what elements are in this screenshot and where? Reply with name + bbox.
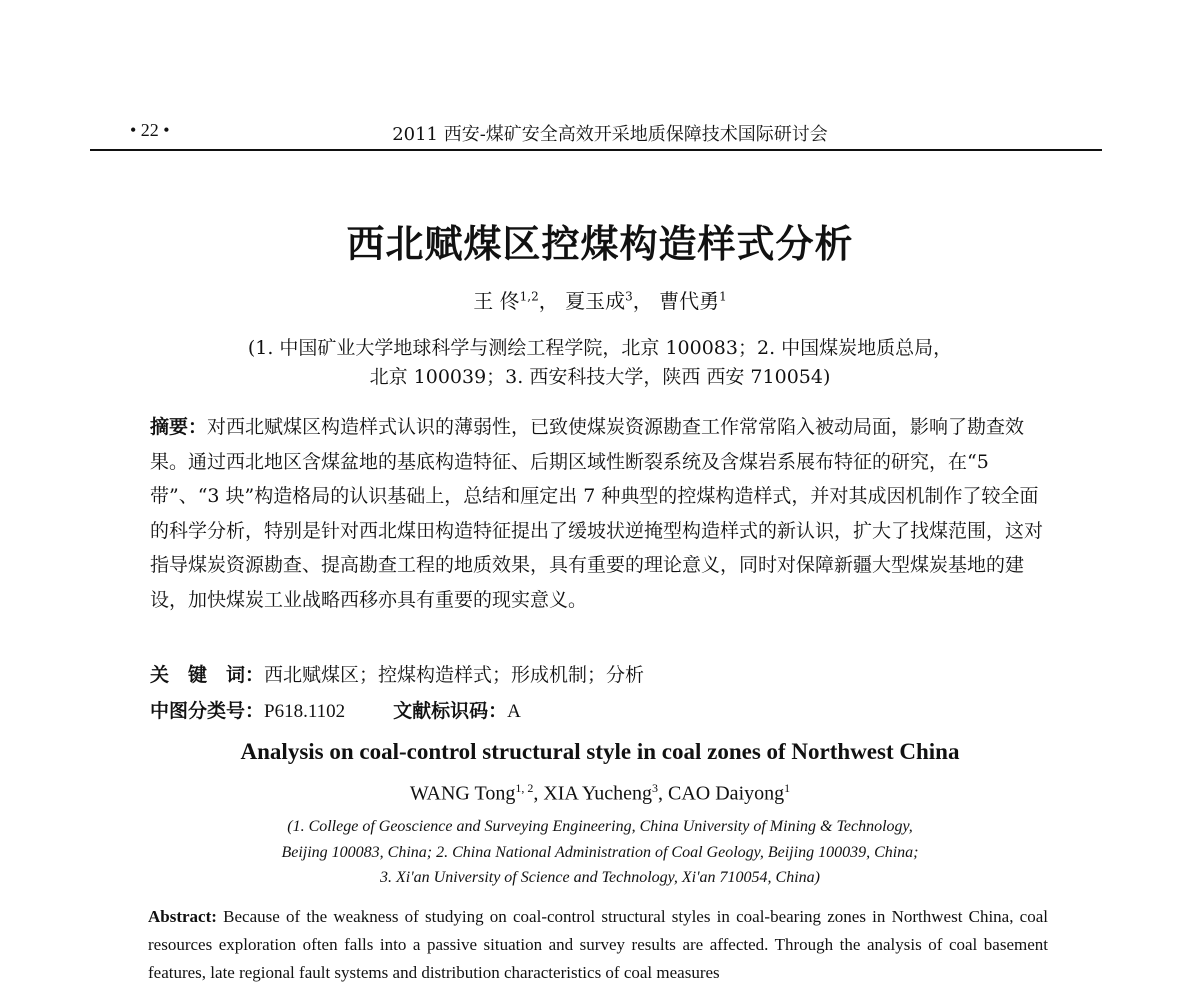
author-name: XIA Yucheng: [543, 782, 653, 805]
author-separator: ,: [658, 782, 669, 805]
chinese-title: 西北赋煤区控煤构造样式分析: [346, 222, 854, 266]
header-rule: [90, 149, 1102, 151]
classification-label: 中图分类号：: [150, 700, 265, 722]
keywords-text: 西北赋煤区；控煤构造样式；形成机制；分析: [264, 664, 645, 686]
author-affiliation-mark: 3: [625, 289, 633, 304]
english-abstract-label: Abstract:: [148, 907, 217, 926]
keywords-label: 关 键 词：: [150, 664, 265, 686]
author-separator: ,: [533, 782, 544, 805]
running-title: 2011 西安-煤矿安全高效开采地质保障技术国际研讨会: [392, 124, 828, 145]
english-abstract-text: Because of the weakness of studying on coal-control structural styles in coal-bearing zones in Northwest China, coal resources exploration often falls into a passive situation and survey results are affected. Through the analysis of coal basement features, late regional fault systems and distribution characteristics of coal measures: [148, 907, 1048, 982]
english-affiliation-line: 3. Xi'an University of Science and Technology, Xi'an 710054, China): [380, 869, 820, 886]
chinese-abstract-label: 摘要：: [150, 416, 208, 438]
english-authors: [0, 781, 1200, 806]
document-code-label: 文献标识码：: [393, 700, 508, 722]
chinese-keywords: [150, 660, 644, 687]
author-affiliation-mark: 1: [719, 289, 727, 304]
english-affiliation-line: Beijing 100083, China; 2. China National Administration of Coal Geology, Beijing 100039, China;: [281, 844, 919, 861]
author-separator: ，: [632, 289, 653, 313]
author-affiliation-mark: 1,2: [519, 289, 539, 304]
chinese-authors: [0, 285, 1200, 314]
chinese-affiliation-line: (1. 中国矿业大学地球科学与测绘工程学院，北京 100083；2. 中国煤炭地质总局，: [247, 337, 953, 359]
author-name: 曹代勇: [659, 289, 720, 313]
author-name: WANG Tong: [409, 782, 516, 805]
english-affiliation-line: (1. College of Geoscience and Surveying Engineering, China University of Mining & Technology,: [287, 818, 913, 835]
chinese-abstract: [150, 410, 1050, 617]
english-abstract: [148, 903, 1048, 987]
english-title: Analysis on coal-control structural style in coal zones of Northwest China: [240, 739, 960, 764]
page-number: • 22 •: [130, 120, 170, 140]
author-affiliation-mark: 1, 2: [515, 781, 534, 795]
chinese-abstract-text: 对西北赋煤区构造样式认识的薄弱性，已致使煤炭资源勘查工作常常陷入被动局面，影响了勘查效果。通过西北地区含煤盆地的基底构造特征、后期区域性断裂系统及含煤岩系展布特征的研究，在“5 带”、“3 块”构造格局的认识基础上，总结和厘定出 7 种典型的控煤构造样式，并对其成因机制作了较全面的科学分析，特别是针对西北煤田构造特征提出了缓坡状逆掩型构造样式的新认识，扩大了找煤范围，这对指导煤炭资源勘查、提高勘查工程的地质效果，具有重要的理论意义，同时对保障新疆大型煤炭基地的建设，加快煤炭工业战略西移亦具有重要的现实意义。: [150, 416, 1044, 611]
classification-line: [150, 696, 521, 723]
author-separator: ，: [538, 289, 559, 313]
chinese-affiliation-line: 北京 100039；3. 西安科技大学，陕西 西安 710054): [369, 366, 831, 388]
author-name: 王 佟: [473, 289, 520, 313]
document-code-value: A: [507, 701, 521, 722]
author-affiliation-mark: 3: [652, 781, 659, 795]
classification-value: P618.1102: [264, 701, 346, 722]
author-affiliation-mark: 1: [784, 781, 791, 795]
author-name: CAO Daiyong: [668, 782, 785, 805]
author-name: 夏玉成: [565, 289, 626, 313]
